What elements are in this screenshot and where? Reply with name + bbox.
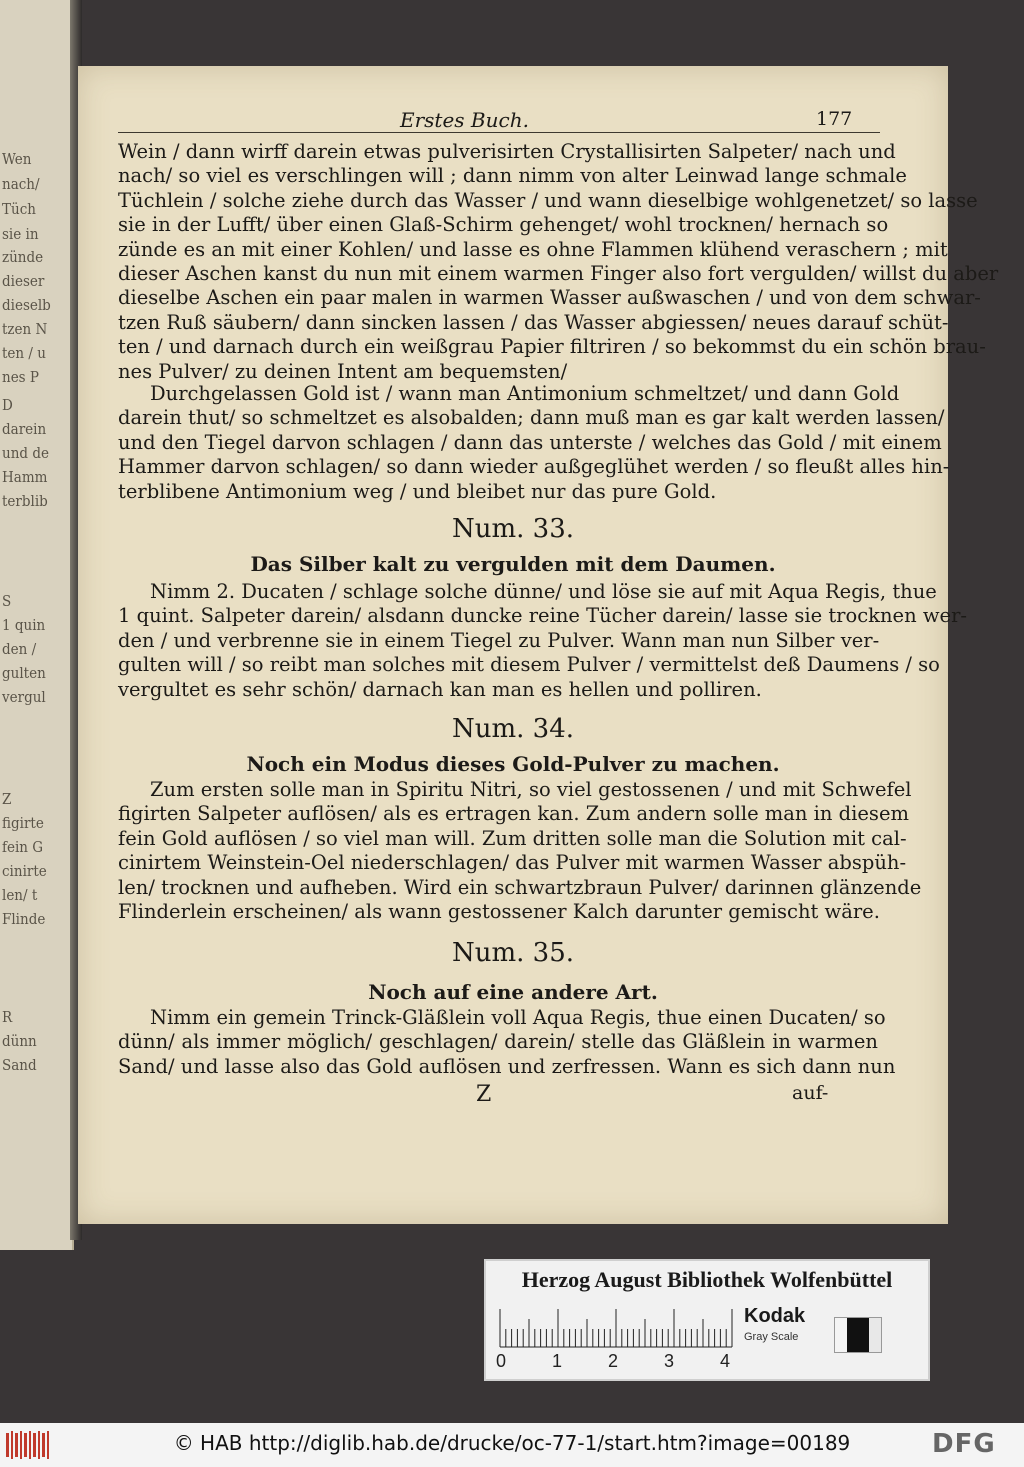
facing-page-text: tzen N [2,320,48,338]
text-line: cinirtem Weinstein-Oel niederschlagen/ das Pulver mit warmen Wasser abspüh- [118,851,907,875]
text-line: gulten will / so reibt man solches mit diesem Pulver / vermittelst deß Daumens / so [118,653,940,677]
facing-page-text: Flinde [2,910,46,928]
facing-page-text: len/ t [2,886,38,904]
facing-page-text: darein [2,420,47,438]
text-line: darein thut/ so schmeltzet es alsobalden; dann muß man es gar kalt werden lassen/ [118,406,945,430]
facing-page-text: dieselb [2,296,51,314]
head-rule [118,132,880,133]
text-line: Nimm ein gemein Trinck-Gläßlein voll Aqua Regis, thue einen Ducaten/ so [150,1006,886,1029]
facing-page-text: nach/ [2,175,40,193]
text-line: Tüchlein / solche ziehe durch das Wasser / und wann dieselbige wohlgenetzet/ so lasse [118,188,978,212]
text-line: nes Pulver/ zu deinen Intent am bequemsten/ [118,359,568,383]
section-number-35: Num. 35. [451,938,575,968]
text-line: Wein / dann wirff darein etwas pulverisirten Crystallisirten Salpeter/ nach und [118,140,896,163]
book-page [78,66,999,1224]
copyright-url: © HAB http://diglib.hab.de/drucke/oc-77-1/start.htm?image=00189 [173,1431,851,1455]
ruler-digit: 0 [496,1351,507,1371]
facing-page-text: R [2,1008,13,1026]
text-line: sie in der Lufft/ über einen Glaß-Schirm gehenget/ wohl trocknen/ hernach so [118,213,889,237]
text-line: dieselbe Aschen ein paar malen in warmen Wasser außwaschen / und von dem schwar- [118,286,981,310]
facing-page-text: cinirte [2,862,47,880]
section-number-34: Num. 34. [451,714,575,744]
running-head: Erstes Buch. [400,108,529,132]
section-title-35: Noch auf eine andere Art. [368,980,658,1004]
kodak-label: Kodak [744,1305,806,1327]
facing-page-text: D [2,396,13,414]
facing-page-text: S [2,592,12,610]
grayscale-label: Gray Scale [744,1331,799,1343]
text-line: dünn/ als immer möglich/ geschlagen/ darein/ stelle das Gläßlein in warmen [118,1030,878,1054]
text-line: Sand/ und lasse also das Gold auflösen und zerfressen. Wann es sich dann nun [118,1054,896,1078]
text-line: figirten Salpeter auflösen/ als es ertragen kan. Zum andern solle man in diesem [118,802,909,826]
page-number: 177 [816,108,853,130]
facing-page-text: und de [2,444,49,462]
facing-page-text: dieser [2,272,45,290]
facing-page-text: figirte [2,814,44,832]
footer-bar [0,1423,1024,1467]
text-line: vergultet es sehr schön/ darnach kan man es hellen und polliren. [118,677,762,701]
text-line: ten / und darnach durch ein weißgrau Papier filtriren / so bekommst du ein schön brau- [118,335,986,359]
grayscale-patch [834,1317,882,1353]
ruler-digits [496,1351,736,1375]
facing-page-text: gulten [2,664,46,682]
section-number-33: Num. 33. [451,514,575,544]
facing-page-text: terblib [2,492,48,510]
facing-page-text: 1 quin [2,616,46,634]
library-color-card [484,1259,930,1381]
signature-mark: Z [476,1082,492,1107]
facing-page-text: den / [2,640,37,658]
facing-page-text: vergul [2,688,46,706]
facing-page-text: dünn [2,1032,37,1050]
text-line: 1 quint. Salpeter darein/ alsdann duncke reine Tücher darein/ lasse sie trocknen wer- [118,604,967,628]
facing-page-text: Sand [2,1056,37,1074]
text-line: den / und verbrenne sie in einem Tiegel zu Pulver. Wann man nun Silber ver- [118,628,880,652]
facing-page-text: Hamm [2,468,48,486]
text-line: tzen Ruß säubern/ dann sincken lassen / das Wasser abgiessen/ neues darauf schüt- [118,310,949,334]
text-line: len/ trocknen und aufheben. Wird ein schwartzbraun Pulver/ darinnen glänzende [118,875,922,899]
facing-page-text: Wen [2,150,32,168]
ruler-digit: 3 [664,1351,675,1371]
text-line: nach/ so viel es verschlingen will ; dann nimm von alter Leinwad lange schmale [118,164,907,188]
text-line: Durchgelassen Gold ist / wann man Antimonium schmeltzet/ und dann Gold [150,382,900,405]
dfg-logo: DFG [932,1429,996,1459]
catchword: auf- [792,1082,829,1104]
facing-page-fragment [0,0,74,1250]
ruler-digit: 2 [608,1351,619,1371]
ruler-digit: 1 [552,1351,563,1371]
text-line: Flinderlein erscheinen/ als wann gestossener Kalch darunter gemischt wäre. [118,900,880,923]
text-line: und den Tiegel darvon schlagen / dann das unterste / welches das Gold / mit einem [118,430,942,454]
facing-page-text: ten / u [2,344,46,362]
facing-page-text: Z [2,790,12,808]
text-line: zünde es an mit einer Kohlen/ und lasse es ohne Flammen klühend veraschern ; mit [118,237,948,261]
facing-page-text: Tüch [2,200,36,218]
text-line: Hammer darvon schlagen/ so dann wieder außgeglühet werden / so fleußt alles hin- [118,455,950,479]
scale-ruler [500,1307,740,1349]
section-title-34: Noch ein Modus dieses Gold-Pulver zu machen. [246,752,780,776]
library-name: Herzog August Bibliothek Wolfenbüttel [521,1267,893,1292]
text-line: fein Gold auflösen / so viel man will. Zum dritten solle man die Solution mit cal- [118,826,907,850]
text-line: Zum ersten solle man in Spiritu Nitri, so viel gestossenen / und mit Schwefel [150,778,912,801]
facing-page-text: sie in [2,225,39,243]
text-line: dieser Aschen kanst du nun mit einem warmen Finger also fort vergulden/ willst du aber [118,262,999,285]
facing-page-text: fein G [2,838,44,856]
kodak-grayscale [744,1305,914,1355]
text-line: Nimm 2. Ducaten / schlage solche dünne/ und löse sie auf mit Aqua Regis, thue [150,580,937,603]
facing-page-text: zünde [2,248,44,266]
facing-page-text: nes P [2,368,39,386]
text-line: terblibene Antimonium weg / und bleibet nur das pure Gold. [118,479,717,503]
ruler-digit: 4 [720,1351,731,1371]
section-title-33: Das Silber kalt zu vergulden mit dem Daumen. [250,552,776,576]
